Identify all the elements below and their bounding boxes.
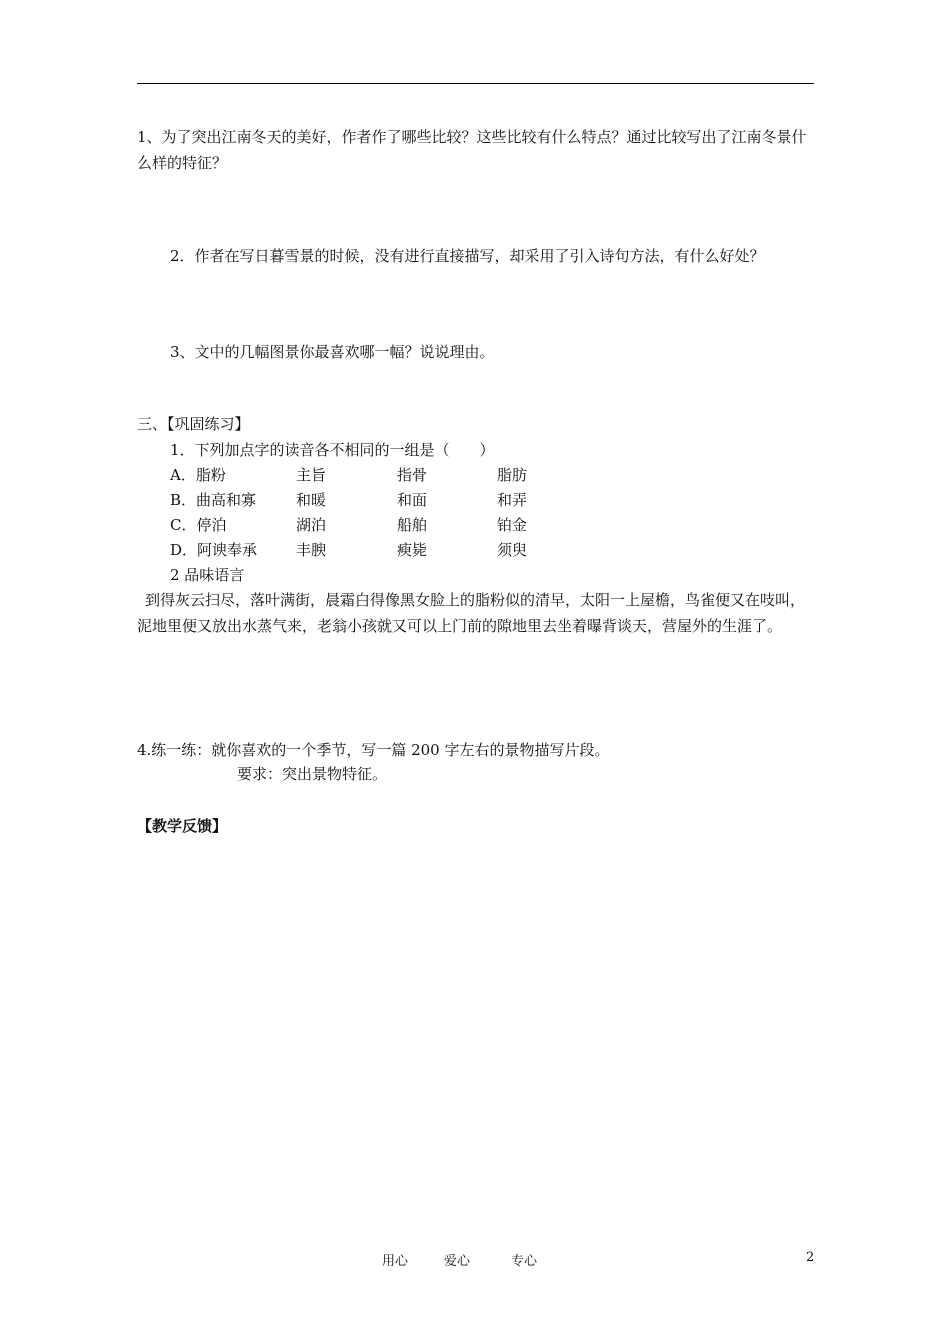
item-2-heading: 2 品味语言 <box>170 566 245 584</box>
option-a-word-3: 指骨 <box>397 466 428 484</box>
item-1-stem: 1．下列加点字的读音各不相同的一组是（ ） <box>170 441 495 459</box>
option-c-word-3: 船舶 <box>397 516 428 534</box>
question-2: 2．作者在写日暮雪景的时候，没有进行直接描写，却采用了引入诗句方法，有什么好处？ <box>170 247 765 265</box>
option-d-word-4: 须臾 <box>497 541 528 559</box>
footer-word-2: 爱心 <box>444 1254 471 1269</box>
consolidation-heading: 三、【巩固练习】 <box>137 415 250 433</box>
page-number: 2 <box>806 1250 815 1265</box>
option-b-word-3: 和面 <box>397 491 428 509</box>
item-4-prompt: 4.练一练：就你喜欢的一个季节，写一篇 200 字左右的景物描写片段。 <box>137 741 610 759</box>
option-b-label: B．曲高和寡 <box>170 491 257 509</box>
option-b-word-2: 和暖 <box>296 491 327 509</box>
question-3: 3、文中的几幅图景你最喜欢哪一幅？说说理由。 <box>170 343 495 361</box>
question-1: 1、为了突出江南冬天的美好，作者作了哪些比较？这些比较有什么特点？通过比较写出了江南冬景什么样的特征？ <box>137 128 807 172</box>
option-d-label: D．阿谀奉承 <box>170 541 258 559</box>
footer-word-3: 专心 <box>511 1254 538 1269</box>
option-a-label: A．脂粉 <box>170 466 226 484</box>
footer-word-1: 用心 <box>382 1254 409 1269</box>
option-d-word-3: 瘐毙 <box>397 541 428 559</box>
option-a-word-2: 主旨 <box>296 466 327 484</box>
option-b-word-4: 和弄 <box>497 491 528 509</box>
header-rule <box>137 83 814 84</box>
option-c-word-4: 铂金 <box>497 516 528 534</box>
item-2-passage: 到得灰云扫尽，落叶满街，晨霜白得像黑女脸上的脂粉似的清早，太阳一上屋檐，鸟雀便又在吱叫，泥地里便又放出水蒸气来，老翁小孩就又可以上门前的隙地里去坐着曝背谈天，营屋外的生涯了。 <box>137 591 806 635</box>
feedback-heading: 【教学反馈】 <box>137 817 228 835</box>
option-c-word-2: 湖泊 <box>296 516 327 534</box>
option-a-word-4: 脂肪 <box>497 466 528 484</box>
item-4-requirement: 要求：突出景物特征。 <box>237 765 388 783</box>
option-d-word-2: 丰腴 <box>296 541 327 559</box>
option-c-label: C．停泊 <box>170 516 227 534</box>
